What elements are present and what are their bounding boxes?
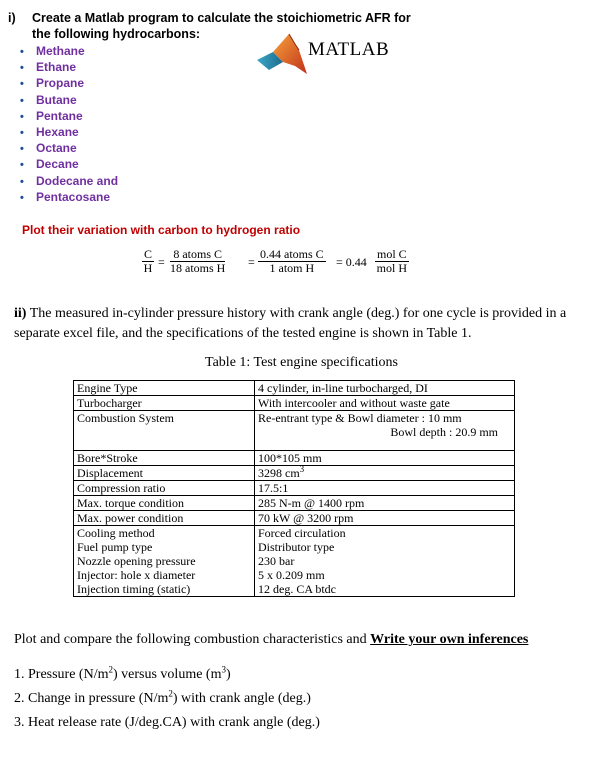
inferences-emphasis: Write your own inferences	[370, 632, 529, 647]
plot-caption: Plot their variation with carbon to hydrogen ratio	[22, 223, 301, 237]
table-row: Max. torque condition 285 N-m @ 1400 rpm	[74, 496, 515, 511]
table-row: Fuel pump type Distributor type	[74, 540, 515, 554]
section-1-number: i)	[8, 11, 16, 25]
table-row: Combustion System Re-entrant type & Bowl diameter : 10 mm Bowl depth : 20.9 mm	[74, 411, 515, 451]
table-row: Injection timing (static) 12 deg. CA btdc	[74, 582, 515, 597]
table-title: Table 1: Test engine specifications	[205, 355, 398, 370]
list-item: • Methane	[20, 43, 118, 59]
list-item: • Pentane	[20, 108, 118, 124]
bullet-icon: •	[20, 94, 24, 107]
equals-value: = 0.44	[336, 255, 367, 269]
list-item: • Butane	[20, 92, 118, 108]
list-item-1: 1. Pressure $(N/m^2)$ versus volume $(m^3)$	[14, 664, 231, 682]
table-row: Engine Type 4 cylinder, in-line turbocharged, DI	[74, 381, 515, 396]
list-item: • Ethane	[20, 59, 118, 75]
section-2-number: ii)	[14, 306, 27, 321]
bullet-icon: •	[20, 110, 24, 123]
equals-sign: =	[248, 255, 255, 269]
heading-line-1: Create a Matlab program to calculate the stoichiometric AFR for	[32, 11, 411, 25]
list-item-2: 2. Change in pressure $(N/m^2)$ with crank angle (deg.)	[14, 688, 311, 706]
table-row: Max. power condition 70 kW @ 3200 rpm	[74, 511, 515, 526]
bullet-icon: •	[20, 62, 24, 75]
bullet-icon: •	[20, 126, 24, 139]
equals-sign: =	[158, 255, 165, 269]
table-row: Turbocharger With intercooler and without waste gate	[74, 396, 515, 411]
bullet-icon: •	[20, 159, 24, 172]
compare-instruction: Plot and compare the following combustion characteristics and Write your own inferences	[14, 632, 529, 647]
bullet-icon: •	[20, 175, 24, 188]
table-row: Displacement 3298 $cm^3$	[74, 466, 515, 481]
heading-line-2: the following hydrocarbons:	[32, 27, 201, 41]
bullet-icon: •	[20, 46, 24, 58]
fraction-mol: mol C mol H	[376, 247, 407, 275]
list-item: • Dodecane and	[20, 173, 118, 189]
table-row: Compression ratio 17.5:1	[74, 481, 515, 496]
matlab-logo-icon	[255, 30, 311, 80]
bullet-icon: •	[20, 143, 24, 156]
list-item-3: 3. Heat release rate (J/deg.CA) with crank angle (deg.)	[14, 715, 320, 730]
section-2-text: The measured in-cylinder pressure history with crank angle (deg.) for one cycle is provided in a separate excel file, and the specifications of the tested engine is shown in Table 1.	[14, 306, 567, 341]
list-item: • Hexane	[20, 124, 118, 140]
hydrocarbon-list	[20, 43, 118, 205]
table-row: Injector: hole x diameter 5 x 0.209 mm	[74, 568, 515, 582]
list-item: • Propane	[20, 75, 118, 91]
table-row: Cooling method Forced circulation	[74, 526, 515, 541]
fraction-atoms-per-atom: 0.44 atoms C 1 atom H	[260, 247, 324, 275]
fraction-c-over-h: $\frac{C}{H}$	[143, 247, 153, 275]
list-item: • Octane	[20, 140, 118, 156]
list-item: • Pentacosane	[20, 189, 118, 205]
engine-spec-table	[73, 380, 515, 597]
matlab-logo-text: MATLAB	[308, 39, 390, 60]
list-item: • Decane	[20, 156, 118, 172]
fraction-atoms: 8 atoms C 18 atoms H	[170, 247, 226, 275]
section-1-heading	[8, 10, 411, 42]
table-row: Bore*Stroke 100*105 mm	[74, 451, 515, 466]
bullet-icon: •	[20, 191, 24, 204]
table-row: Nozzle opening pressure 230 bar	[74, 554, 515, 568]
section-2-paragraph	[14, 304, 594, 344]
bullet-icon: •	[20, 78, 24, 91]
